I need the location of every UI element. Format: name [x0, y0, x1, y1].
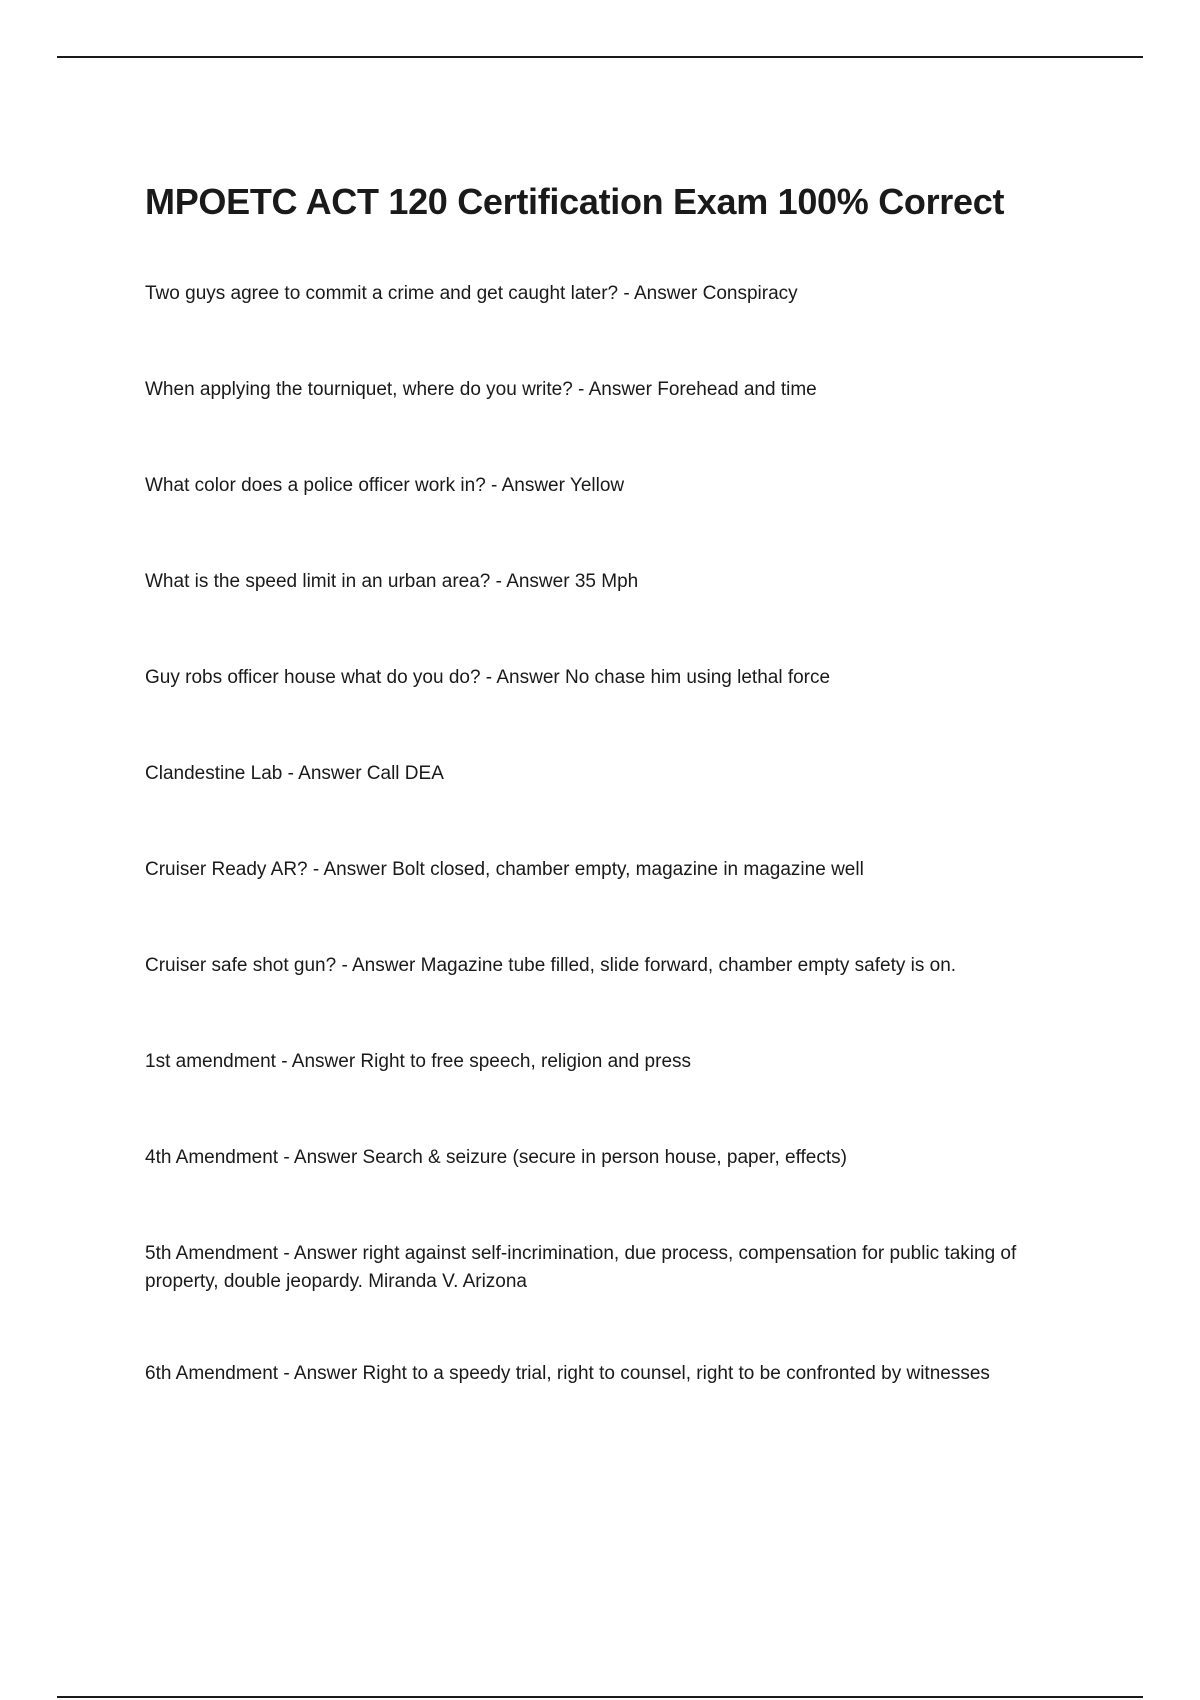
qa-item: When applying the tourniquet, where do you write? - Answer Forehead and time [145, 379, 817, 400]
qa-item: 1st amendment - Answer Right to free speech, religion and press [145, 1051, 692, 1072]
document-title: MPOETC ACT 120 Certification Exam 100% Correct [145, 181, 1005, 222]
qa-item: 6th Amendment - Answer Right to a speedy trial, right to counsel, right to be confronted by witnesses [145, 1363, 990, 1384]
qa-item: Two guys agree to commit a crime and get caught later? - Answer Conspiracy [145, 283, 798, 304]
qa-item: What color does a police officer work in? - Answer Yellow [145, 475, 625, 496]
top-rule [57, 56, 1143, 58]
qa-item: What is the speed limit in an urban area? - Answer 35 Mph [145, 571, 639, 592]
qa-item: Cruiser Ready AR? - Answer Bolt closed, chamber empty, magazine in magazine well [145, 859, 864, 880]
qa-item: 4th Amendment - Answer Search & seizure (secure in person house, paper, effects) [145, 1147, 847, 1168]
qa-item: 5th Amendment - Answer right against self-incrimination, due process, compensation for public taking of property, double jeopardy. Miranda V. Arizona [145, 1243, 1017, 1292]
qa-list [145, 280, 1095, 1388]
qa-item: Clandestine Lab - Answer Call DEA [145, 763, 444, 784]
qa-item: Cruiser safe shot gun? - Answer Magazine tube filled, slide forward, chamber empty safety is on. [145, 955, 957, 976]
document-body [145, 178, 1095, 1456]
qa-item: Guy robs officer house what do you do? - Answer No chase him using lethal force [145, 667, 831, 688]
bottom-rule [57, 1696, 1143, 1698]
